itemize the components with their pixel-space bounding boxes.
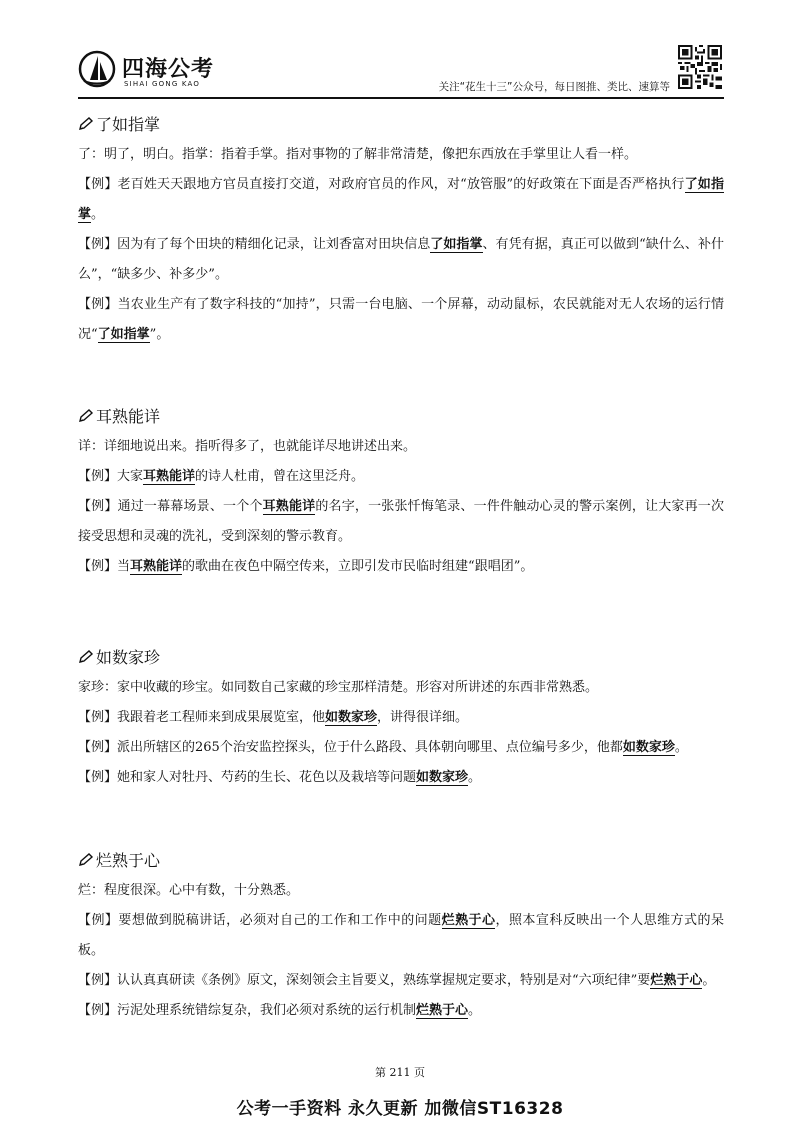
- idiom-definition: 了：明了，明白。指掌：指着手掌。指对事物的了解非常清楚，像把东西放在手掌里让人看一样。: [78, 147, 638, 162]
- idiom-title-text: 如数家珍: [96, 648, 161, 667]
- example-text-after: 。: [702, 973, 716, 988]
- example-sentence: [78, 552, 724, 582]
- example-idiom-term: 耳熟能详: [143, 469, 196, 484]
- idiom-title: [78, 404, 724, 430]
- example-text-before: 当农业生产有了数字科技的“加持”，只需一台电脑、一个屏幕，动动鼠标，农民就能对无人农场的运行情况“: [78, 297, 724, 342]
- idiom-section: [78, 112, 724, 350]
- example-sentence: [78, 170, 724, 230]
- example-text-before: 通过一幕幕场景、一个个: [117, 499, 263, 514]
- footer-banner: 公考一手资料 永久更新 加微信ST16328: [236, 1099, 564, 1119]
- idiom-section: [78, 645, 724, 793]
- example-text-after: 。: [674, 740, 688, 755]
- example-text-before: 要想做到脱稿讲话，必须对自己的工作和工作中的问题: [118, 913, 442, 928]
- example-text-before: 她和家人对牡丹、芍药的生长、花色以及栽培等问题: [117, 770, 417, 785]
- example-sentence: [78, 733, 724, 763]
- example-text-before: 因为有了每个田块的精细化记录，让刘香富对田块信息: [117, 237, 431, 252]
- idiom-title-text: 了如指掌: [96, 115, 161, 134]
- pencil-icon: [78, 117, 94, 131]
- sail-logo-icon: [78, 50, 116, 88]
- example-tag: 【例】: [78, 559, 118, 574]
- page-header: [0, 0, 800, 100]
- qr-code-icon: [678, 45, 722, 89]
- example-text-after: ，照本宣科反映出一个人思维方式的呆板。: [78, 913, 724, 958]
- example-idiom-term: 了如指掌: [97, 327, 150, 342]
- idiom-section: [78, 404, 724, 582]
- pencil-icon: [78, 650, 94, 664]
- example-tag: 【例】: [78, 770, 118, 785]
- example-tag: 【例】: [78, 177, 118, 192]
- example-text-before: 当: [117, 559, 131, 574]
- pencil-icon: [78, 409, 94, 423]
- example-text-after: 的名字，一张张忏悔笔录、一件件触动心灵的警示案例，让大家再一次接受思想和灵魂的洗礼，受到深刻的警示教育。: [78, 499, 724, 544]
- example-idiom-term: 烂熟于心: [416, 1003, 469, 1018]
- example-text-after: ，讲得很详细。: [377, 710, 469, 725]
- example-idiom-term: 耳熟能详: [262, 499, 316, 514]
- example-idiom-term: 了如指掌: [78, 177, 724, 222]
- idiom-definition: 家珍：家中收藏的珍宝。如同数自己家藏的珍宝那样清楚。形容对所讲述的东西非常熟悉。: [78, 680, 599, 695]
- header-divider: [78, 97, 724, 99]
- example-text-after: 、有凭有据，真正可以做到“缺什么、补什么”，“缺多少、补多少”。: [78, 237, 724, 282]
- example-sentence: [78, 492, 724, 552]
- example-text-after: 的歌曲在夜色中隔空传来，立即引发市民临时组建“跟唱团”。: [182, 559, 534, 574]
- example-tag: 【例】: [78, 740, 118, 755]
- page-number: 第 211 页: [375, 1066, 425, 1079]
- example-idiom-term: 耳熟能详: [130, 559, 183, 574]
- example-idiom-term: 了如指掌: [430, 237, 483, 252]
- example-tag: 【例】: [78, 237, 118, 252]
- idiom-title-text: 耳熟能详: [96, 407, 161, 426]
- idiom-title: [78, 645, 724, 671]
- example-sentence: [78, 290, 724, 350]
- example-text-before: 大家: [117, 469, 144, 484]
- idiom-title: [78, 848, 724, 874]
- example-text-before: 派出所辖区的265个治安监控探头，位于什么路段、具体朝向哪里、点位编号多少，他都: [117, 740, 623, 755]
- example-tag: 【例】: [78, 1003, 118, 1018]
- example-idiom-term: 烂熟于心: [441, 913, 496, 928]
- example-sentence: [78, 462, 724, 492]
- example-tag: 【例】: [78, 973, 118, 988]
- example-idiom-term: 如数家珍: [325, 710, 378, 725]
- example-text-after: 的诗人杜甫，曾在这里泛舟。: [195, 469, 365, 484]
- example-text-after: ”。: [149, 327, 170, 342]
- example-sentence: [78, 703, 724, 733]
- header-promo-note: 关注“花生十三”公众号，每日图推、类比、速算等: [438, 81, 670, 93]
- example-sentence: [78, 966, 724, 996]
- example-tag: 【例】: [78, 710, 118, 725]
- example-sentence: [78, 763, 724, 793]
- example-tag: 【例】: [78, 469, 118, 484]
- example-text-before: 老百姓天天跟地方官员直接打交道，对政府官员的作风，对“放管服”的好政策在下面是否严格执行: [117, 177, 685, 192]
- example-idiom-term: 如数家珍: [416, 770, 469, 785]
- example-sentence: [78, 906, 724, 966]
- example-text-before: 污泥处理系统错综复杂，我们必须对系统的运行机制: [117, 1003, 417, 1018]
- example-idiom-term: 烂熟于心: [650, 973, 703, 988]
- pencil-icon: [78, 853, 94, 867]
- logo-english-name: SIHAI GONG KAO: [124, 80, 201, 88]
- idiom-section: [78, 848, 724, 1026]
- example-tag: 【例】: [78, 499, 118, 514]
- example-sentence: [78, 996, 724, 1026]
- example-text-before: 认认真真研读《条例》原文，深刻领会主旨要义，熟练掌握规定要求，特别是对“六项纪律”要: [117, 973, 651, 988]
- idiom-definition: 烂：程度很深。心中有数，十分熟悉。: [78, 883, 300, 898]
- example-text-before: 我跟着老工程师来到成果展览室，他: [117, 710, 326, 725]
- idiom-title: [78, 112, 724, 138]
- logo-chinese-name: 四海公考: [122, 57, 215, 82]
- example-sentence: [78, 230, 724, 290]
- example-tag: 【例】: [78, 297, 118, 312]
- example-tag: 【例】: [78, 913, 119, 928]
- idiom-definition: 详：详细地说出来。指听得多了，也就能详尽地讲述出来。: [78, 439, 417, 454]
- example-idiom-term: 如数家珍: [622, 740, 675, 755]
- example-text-after: 。: [91, 207, 105, 222]
- idiom-title-text: 烂熟于心: [96, 851, 161, 870]
- example-text-after: 。: [468, 1003, 482, 1018]
- example-text-after: 。: [468, 770, 482, 785]
